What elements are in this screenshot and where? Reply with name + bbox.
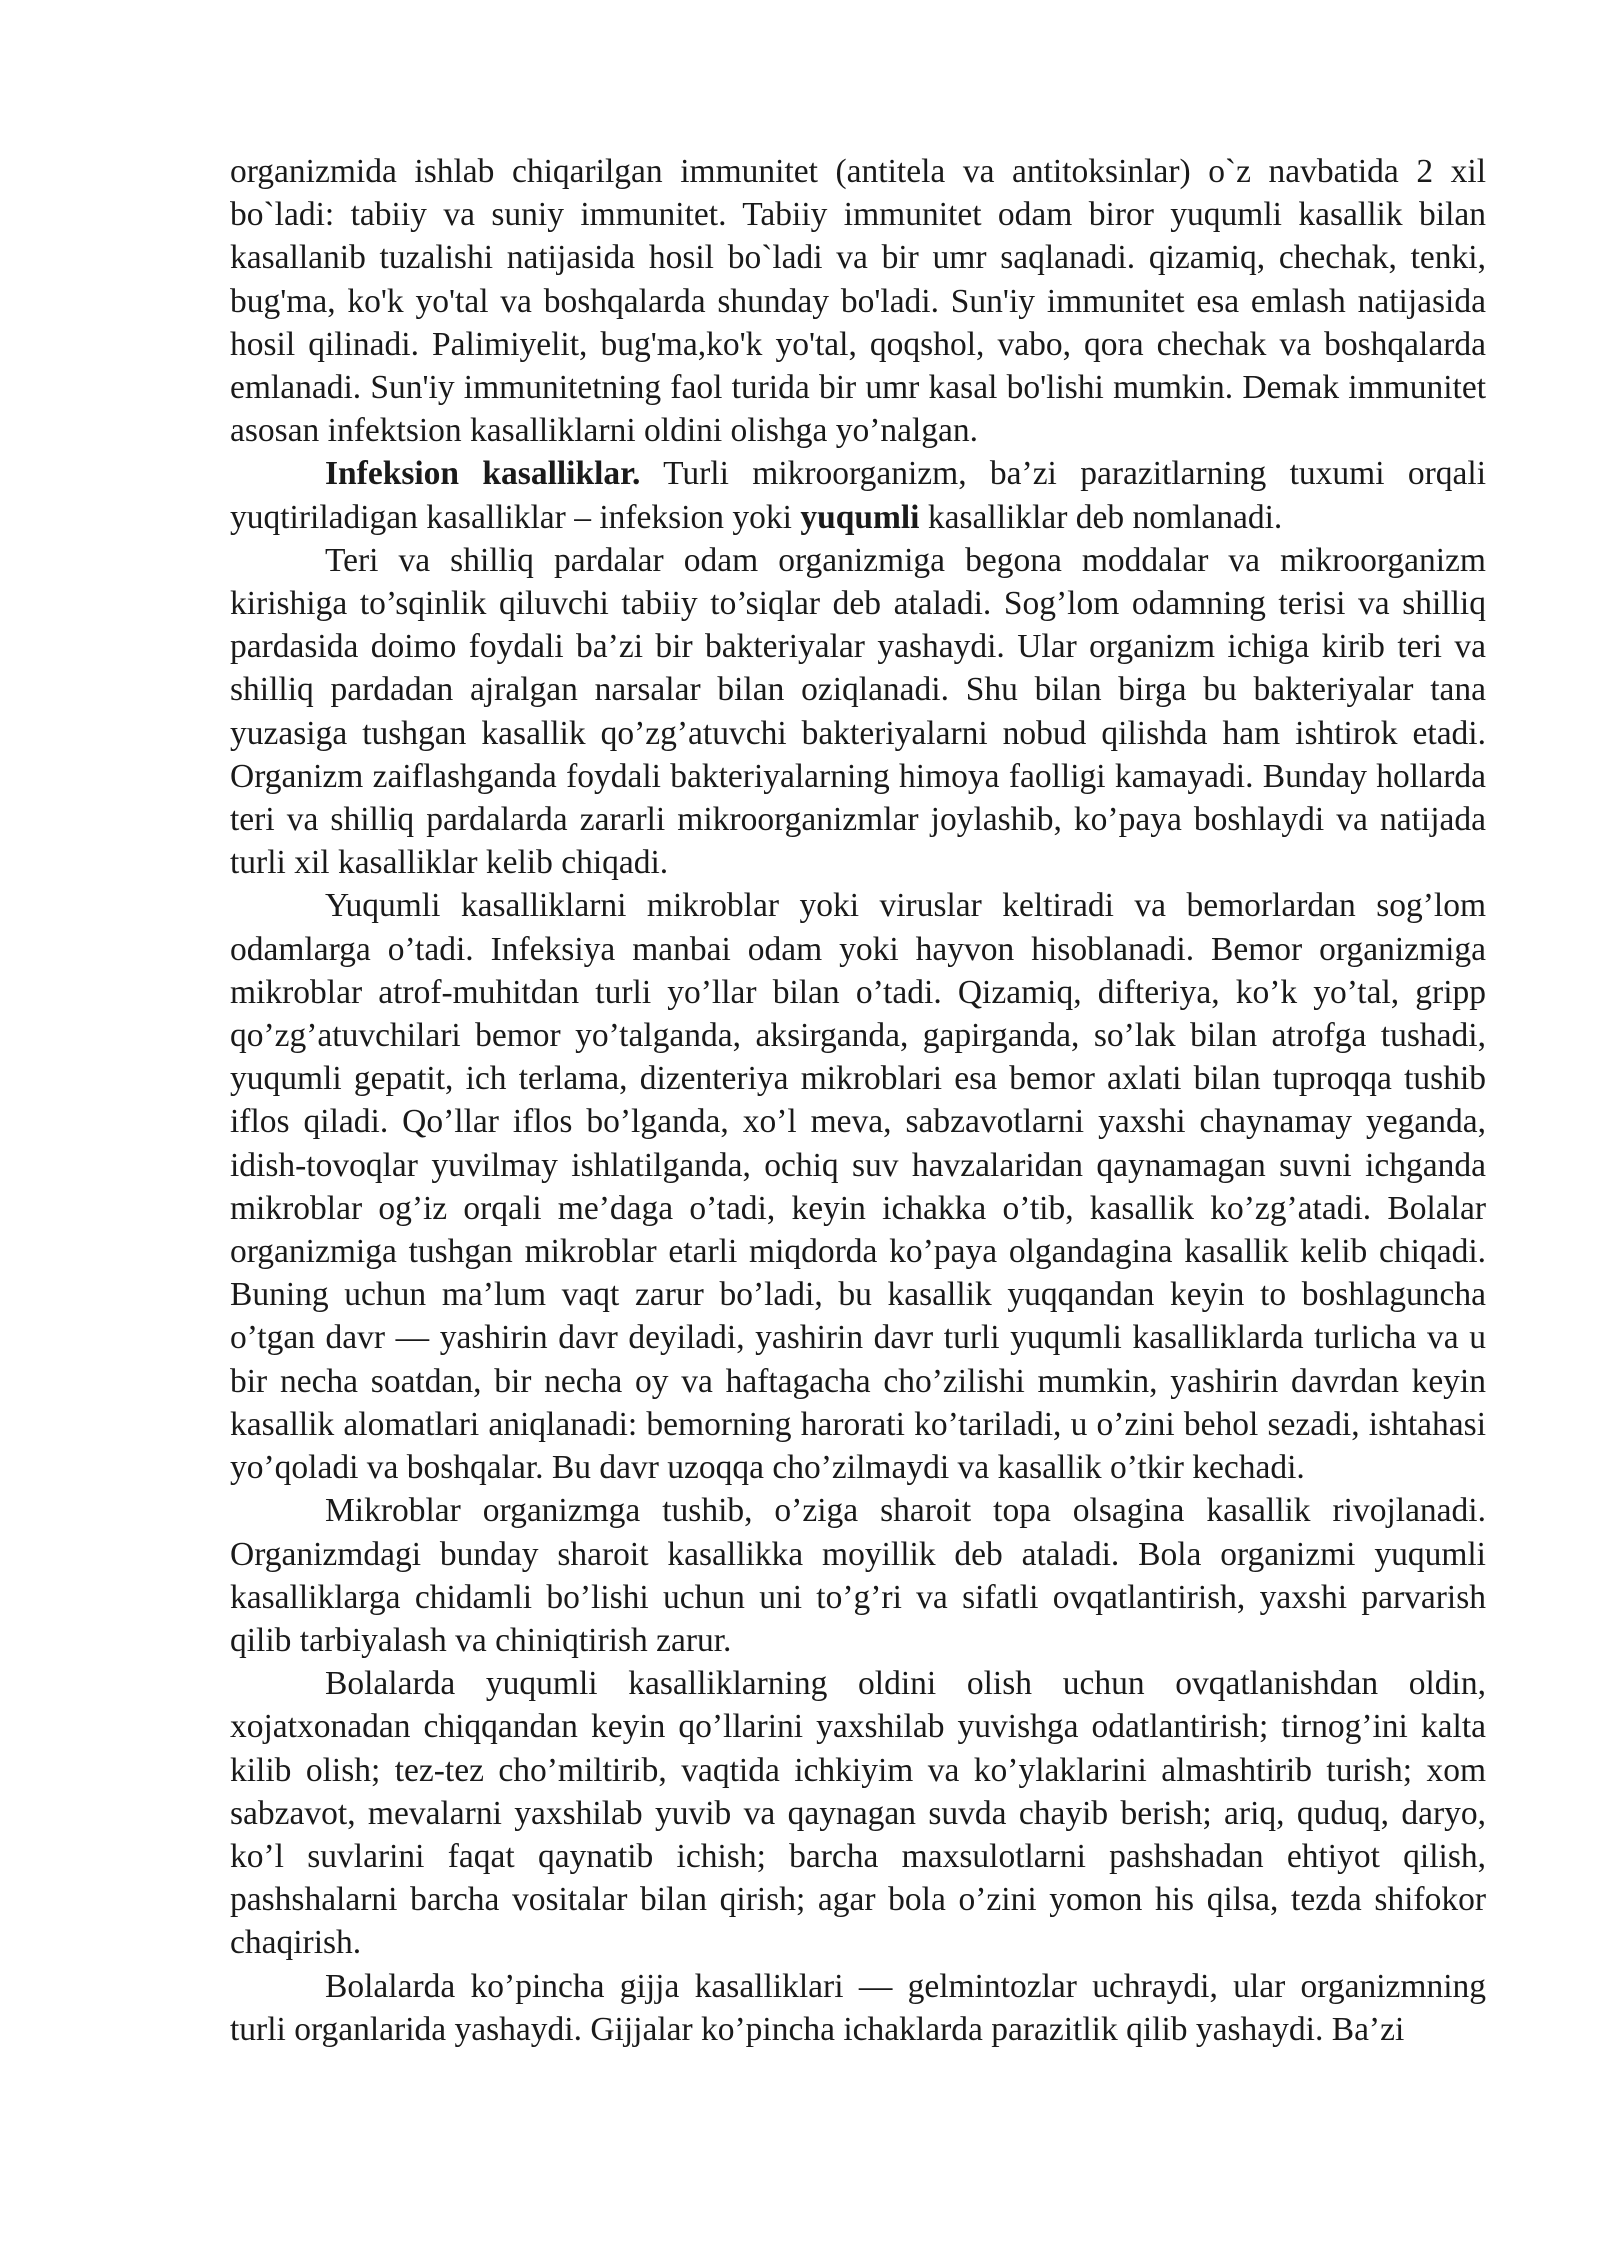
paragraph-prevention: Bolalarda yuqumli kasalliklarning oldini olish uchun ovqatlanishdan oldin, xojatxonadan chiqqandan keyin qo’llarini yaxshilab yuvishga odatlantirish; tirnog’ini kalta kilib olish; tez-tez cho’miltirib, vaqtida ichkiyim va ko’ylaklarini almashtirib turish; xom sabzavot, mevalarni yaxshilab yuvib va qaynagan suvda chayib berish; ariq, quduq, daryo, ko’l suvlarini faqat qaynatib ichish; barcha maxsulotlarni pashshadan ehtiyot qilish, pashshalarni barcha vositalar bilan qirish; agar bola o’zini yomon his qilsa, tezda shifokor chaqirish. [230, 1665, 1486, 1962]
paragraph-susceptibility: Mikroblar organizmga tushib, o’ziga sharoit topa olsagina kasallik rivojlanadi. Organizmdagi bunday sharoit kasallikka moyillik deb ataladi. Bola organizmi yuqumli kasalliklarga chidamli bo’lishi uchun uni to’g’ri va sifatli ovqatlantirish, yaxshi parvarish qilib tarbiyalash va chiniqtirish zarur. [230, 1492, 1486, 1659]
paragraph-helminths: Bolalarda ko’pincha gijja kasalliklari — gelmintozlar uchraydi, ular organizmning turli organlarida yashaydi. Gijjalar ko’pincha ichaklarda parazitlik qilib yashaydi. Ba’zi [230, 1967, 1486, 2048]
section-heading-infeksion: Infeksion kasalliklar. [325, 455, 641, 493]
emphasis-yuqumli: yuqumli [800, 498, 920, 536]
paragraph-transmission: Yuqumli kasalliklarni mikroblar yoki viruslar keltiradi va bemorlardan sog’lom odamlarga o’tadi. Infeksiya manbai odam yoki hayvon hisoblanadi. Bemor organizmiga mikroblar atrof-muhitdan turli yo’llar bilan o’tadi. Qizamiq, difteriya, ko’k yo’tal, gripp qo’zg’atuvchilari bemor yo’talganda, aksirganda, gapirganda, so’lak bilan atrofga tushadi, yuqumli gepatit, ich terlama, dizenteriya mikroblari esa bemor axlati bilan tuproqqa tushib iflos qiladi. Qo’llar iflos bo’lganda, xo’l meva, sabzavotlarni yaxshi chaynamay yeganda, idish-tovoqlar yuvilmay ishlatilganda, ochiq suv havzalaridan qaynamagan suvni ichganda mikroblar og’iz orqali me’daga o’tadi, keyin ichakka o’tib, kasallik ko’zg’atadi. Bolalar organizmiga tushgan mikroblar etarli miqdorda ko’paya olgandagina kasallik kelib chiqadi. Buning uchun ma’lum vaqt zarur bo’ladi, bu kasallik yuqqandan keyin to boshlaguncha o’tgan davr — yashirin davr deyiladi, yashirin davr turli yuqumli kasalliklarda turlicha va u bir necha soatdan, bir necha oy va haftagacha cho’zilishi mumkin, yashirin davrdan keyin kasallik alomatlari aniqlanadi: bemorning harorati ko’tariladi, u o’zini behol sezadi, ishtahasi yo’qoladi va boshqalar. Bu davr uzoqqa cho’zilmaydi va kasallik o’tkir kechadi. [230, 887, 1486, 1487]
paragraph-skin-barriers: Teri va shilliq pardalar odam organizmiga begona moddalar va mikroorganizm kirishiga to’sqinlik qiluvchi tabiiy to’siqlar deb ataladi. Sog’lom odamning terisi va shilliq pardasida doimo foydali ba’zi bir bakteriyalar yashaydi. Ular organizm ichiga kirib teri va shilliq pardadan ajralgan narsalar bilan oziqlanadi. Shu bilan birga bu bakteriyalar tana yuzasiga tushgan kasallik qo’zg’atuvchi bakteriyalarni nobud qilishda ham ishtirok etadi. Organizm zaiflashganda foydali bakteriyalarning himoya faolligi kamayadi. Bunday hollarda teri va shilliq pardalarda zararli mikroorganizmlar joylashib, ko’paya boshlaydi va natijada turli xil kasalliklar kelib chiqadi. [230, 541, 1486, 882]
paragraph-immunity-types: organizmida ishlab chiqarilgan immunitet (antitela va antitoksinlar) o`z navbatida 2 xil bo`ladi: tabiiy va suniy immunitet. Tabiiy immunitet odam biror yuqumli kasallik bilan kasallanib tuzalishi natijasida hosil bo`ladi va bir umr saqlanadi. qizamiq, chechak, tenki, bug'ma, ko'k yo'tal va boshqalarda shunday bo'ladi. Sun'iy immunitet esa emlash natijasida hosil qilinadi. Palimiyelit, bug'ma,ko'k yo'tal, qoqshol, vabo, qora chechak va boshqalarda emlanadi. Sun'iy immunitetning faol turida bir umr kasal bo'lishi mumkin. Demak immunitet asosan infektsion kasalliklarni oldini olishga yo’nalgan. [230, 153, 1486, 450]
paragraph-infectious-diseases [230, 452, 1486, 538]
paragraph-text-part: kasalliklar deb nomlanadi. [919, 498, 1283, 536]
body-text [230, 150, 1486, 2051]
paragraph-text-part: Turli mikroorganizm, ba’zi parazitlarning tuxumi orqali yuqtiriladigan kasalliklar – infeksion yoki [230, 455, 1487, 536]
